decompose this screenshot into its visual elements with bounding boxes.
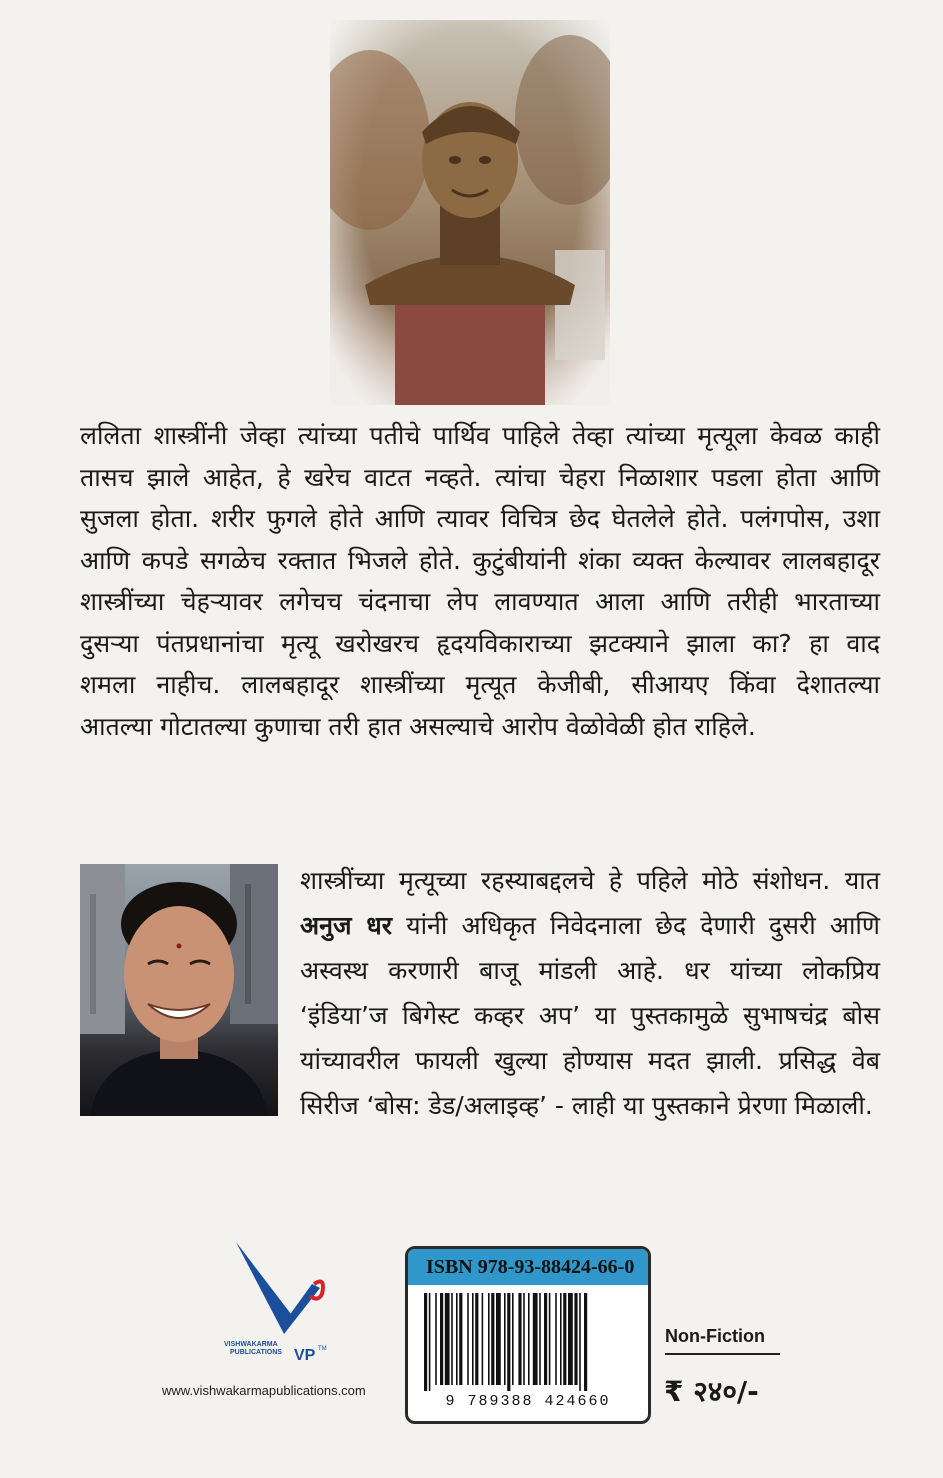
barcode-bar [579, 1293, 581, 1391]
barcode-bar [472, 1293, 474, 1385]
para1-line: आतल्या गोटातल्या कुणाचा तरी हात असल्याचे आरोप वेळोवेळी होत राहिले. [80, 711, 756, 741]
barcode-bar [549, 1293, 551, 1385]
author-paragraph [300, 858, 880, 1128]
barcode-bar [475, 1293, 478, 1385]
para1-line: ललिता शास्त्रींनी जेव्हा त्यांच्या पतीचे पार्थिव पाहिले तेव्हा त्यांच्या मृत्यूला केवळ काही [80, 421, 880, 450]
barcode-bar [574, 1293, 577, 1385]
publisher-mark: VP [294, 1347, 316, 1364]
barcode-bar [482, 1293, 484, 1385]
author-name: अनुज धर [300, 911, 392, 940]
barcode-bar [456, 1293, 458, 1385]
barcode-bar [451, 1293, 453, 1385]
barcode-bar [488, 1293, 490, 1385]
barcode-bar [435, 1293, 437, 1385]
para1-line: सुजला होता. शरीर फुगले होते आणि त्यावर विचित्र छेद घेतलेले होते. पलंगपोस, उशा [80, 504, 880, 533]
para2-line: ‘इंडिया’ज बिगेस्ट कव्हर अप’ या पुस्तकामुळे सुभाषचंद्र बोस [300, 1001, 880, 1030]
vp-logo-icon [222, 1236, 332, 1368]
barcode-bar [467, 1293, 469, 1385]
barcode-bar [507, 1293, 510, 1391]
barcode-bar [518, 1293, 521, 1385]
barcode-bar [568, 1293, 573, 1385]
barcode-bar [533, 1293, 538, 1385]
barcode-digits: 9 789388 424660 [445, 1393, 611, 1410]
para2-line: शास्त्रींच्या मृत्यूच्या रहस्याबद्दलचे हे पहिले मोठे संशोधन. यात [300, 866, 880, 895]
para1-line: तासच झाले आहेत, हे खरेच वाटत नव्हते. त्यांचा चेहरा निळाशार पडला होता आणि [80, 462, 880, 492]
barcode-bar [563, 1293, 566, 1385]
barcode-bar [512, 1293, 514, 1385]
genre-label: Non-Fiction [665, 1326, 780, 1355]
isbn-label: ISBN 978-93-88424-66-0 [408, 1249, 648, 1285]
statue-photo [330, 20, 610, 405]
barcode-bar [523, 1293, 525, 1385]
barcode-bar [539, 1293, 541, 1385]
publisher-website[interactable]: www.vishwakarmapublications.com [162, 1383, 366, 1398]
publisher-logo [222, 1236, 332, 1368]
para1-line: शास्त्रींच्या चेहऱ्यावर लगेचच चंदनाचा लेप लावण्यात आला आणि तरीही भारताच्या [80, 587, 880, 616]
barcode-bar [440, 1293, 443, 1385]
publisher-name-line1: VISHWAKARMA [224, 1341, 278, 1348]
barcode-bars [422, 1293, 634, 1391]
barcode-bar [560, 1293, 562, 1385]
para1-line: दुसऱ्या पंतप्रधानांचा मृत्यू खरोखरच हृदयविकाराच्या झटक्याने झाला का? हा वाद [80, 628, 880, 658]
isbn-barcode [405, 1246, 651, 1424]
barcode-bar [584, 1293, 587, 1391]
para2-line: यांच्यावरील फायली खुल्या होण्यास मदत झाली. प्रसिद्ध वेब [300, 1046, 880, 1075]
barcode-bar [459, 1293, 462, 1385]
author-photo [80, 864, 278, 1116]
publisher-tm: TM [318, 1346, 327, 1352]
barcode-bar [496, 1293, 501, 1385]
price-label: ₹ २४०/- [664, 1375, 759, 1408]
para2-line [300, 903, 880, 948]
para2-line-rest: यांनी अधिकृत निवेदनाला छेद देणारी दुसरी आणि [391, 911, 880, 940]
author-illustration [80, 864, 278, 1116]
statue-illustration [330, 20, 610, 405]
barcode-bar [555, 1293, 557, 1385]
para1-line: शमला नाहीच. लालबहादूर शास्त्रींच्या मृत्यूत केजीबी, सीआयए किंवा देशातल्या [80, 670, 880, 699]
barcode-bar [424, 1293, 427, 1391]
barcode-bar [544, 1293, 547, 1385]
description-paragraph [80, 415, 880, 747]
publisher-name-line2: PUBLICATIONS [230, 1349, 282, 1356]
para1-line: आणि कपडे सगळेच रक्तात भिजले होते. कुटुंबीयांनी शंका व्यक्त केल्यावर लालबहादूर [80, 545, 880, 575]
barcode-bar [504, 1293, 506, 1385]
barcode-bar [445, 1293, 450, 1385]
barcode-bar [429, 1293, 431, 1391]
para2-line: सिरीज ‘बोस: डेड/अलाइव्ह’ - लाही या पुस्तकाने प्रेरणा मिळाली. [300, 1091, 873, 1120]
barcode-bar [528, 1293, 530, 1385]
barcode-bar [491, 1293, 494, 1385]
para2-line: अस्वस्थ करणारी बाजू मांडली आहे. धर यांच्या लोकप्रिय [300, 956, 880, 985]
